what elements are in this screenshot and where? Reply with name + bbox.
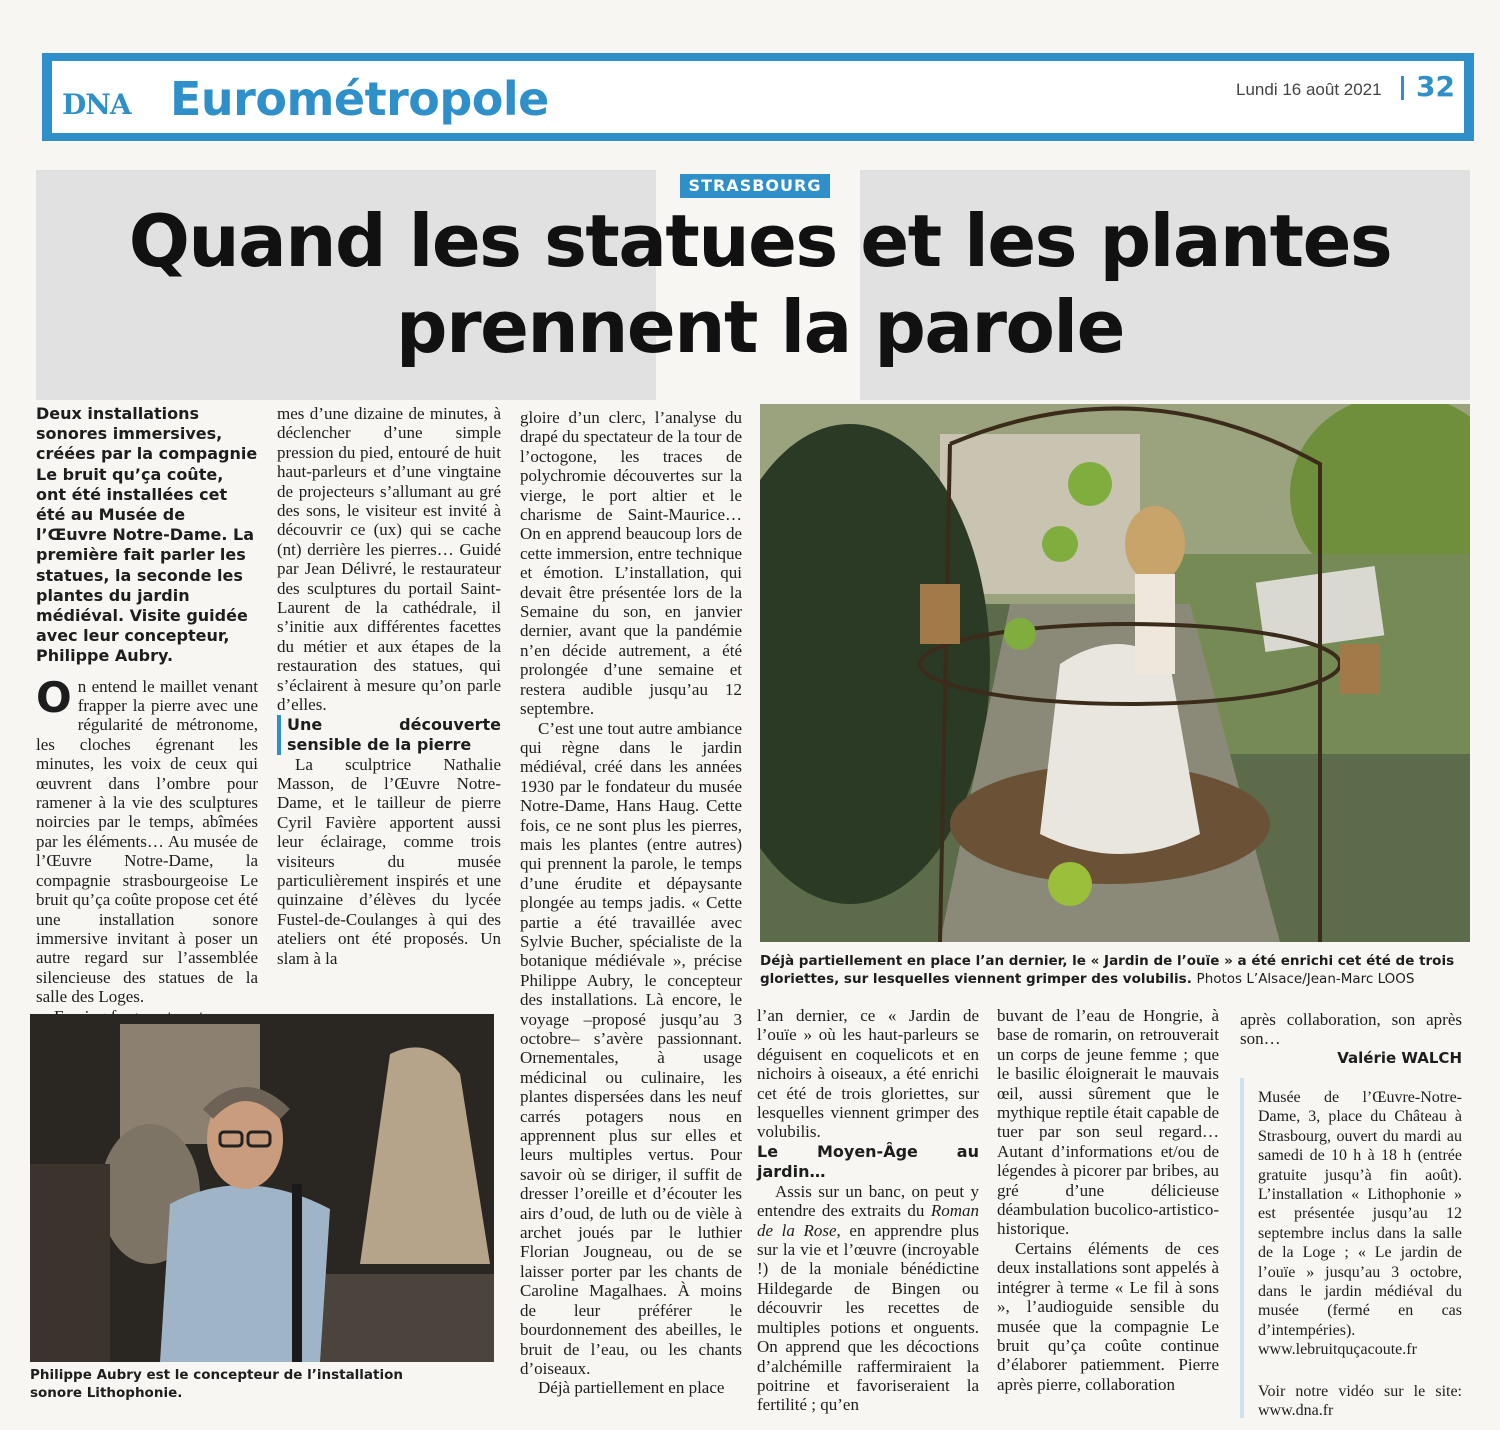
section-title: Eurométropole (170, 72, 549, 126)
roman-de-la-rose-title: Roman de la Rose (757, 1201, 979, 1240)
col3-paragraph-2: C’est une tout autre ambiance qui règne dans le jardin médiéval, créé dans les années 1930 par le fondateur du musée Notre-Dame, Hans Haug. Cette fois, ce ne sont plus les pierres, mais les plantes (entre autres) qui prennent la parole, le temps d’une érudite et dépaysante plongée au temps jadis. « Cette partie a été travaillée avec Sylvie Bucher, spécialiste de la botanique médiévale », précise Philippe Aubry, le concepteur des installations. Là encore, le voyage –proposé jusqu’au 3 octobre– s’avère passionnant. Ornementales, à usage médicinal ou culinaire, les plantes dispersées dans les neuf carrés potagers nous en apprennent plus sur elles et leurs multiples vertus. Pour savoir où se diriger, il suffit de dresser l’oreille et d’écouter les airs d’oud, de luth ou de vièle à archet joués par le luthier Florian Jougneau, ou de se laisser porter par les chants de Caroline Magalhaes. À moins de leur préférer le bourdonnement des abeilles, le bruit de l’eau, ou les chants d’oiseaux. (520, 718, 742, 1378)
col3-paragraph-3: Déjà partiellement en place (538, 1378, 725, 1398)
infobox-video-link: Voir notre vidéo sur le site: www.dna.fr (1258, 1382, 1462, 1420)
photo-credit: Photos L’Alsace/Jean-Marc LOOS (1196, 971, 1415, 987)
portrait-photo (30, 1014, 494, 1362)
subhead-stone: Une découverte sensible de la pierre (277, 715, 501, 755)
col5-paragraph-2: Certains éléments de ces deux installations sont appelés à intégrer à terme « Le fil à sons », l’audioguide sensible du musée que la compagnie Le bruit qu’ça coûte continue d’élaborer patiemment. Pierre après pierre, collaboration (997, 1238, 1219, 1394)
article-column-2 (277, 404, 501, 968)
col4-paragraph-2 (757, 1182, 979, 1415)
kicker-label: STRASBOURG (680, 174, 830, 198)
headline (100, 198, 1420, 370)
dna-logo: DNA (62, 88, 131, 121)
portrait-caption: Philippe Aubry est le concepteur de l’installation sonore Lithophonie. (30, 1367, 404, 1401)
article-column-5 (997, 1006, 1219, 1394)
article-column-4 (757, 1006, 979, 1415)
article-column-6 (1240, 1010, 1462, 1068)
col3-paragraph-1: gloire d’un clerc, l’analyse du drapé du spectateur de la tour de l’octogone, les traces de polychromie découvertes sur la vierge, le port altier et le charisme de Saint-Maurice… On en apprend beaucoup lors de cette immersion, entre technique et émotion. L’installation, qui devait être présentée lors de la Semaine du son, en janvier dernier, avant que la pandémie n’en décide autrement, a été prolongée d’une semaine et restera audible jusqu’au 12 septembre. (520, 408, 742, 719)
author-signature: Valérie WALCH (1337, 1048, 1462, 1067)
col6-paragraph-1: après collaboration, son après son… (1240, 1010, 1462, 1049)
headline-line-2: prennent la parole (396, 285, 1124, 369)
portrait-photo-illustration (30, 1014, 494, 1362)
infobox-paragraph-1: Musée de l’Œuvre-Notre-Dame, 3, place du Château à Strasbourg, ouvert du mardi au samedi de 10 h à 18 h (entrée gratuite jusqu’à fin août). L’installation « Lithophonie » est présentée jusqu’au 12 septembre inclus dans la salle de la Loge ; « Le jardin de l’ouïe » jusqu’au 3 octobre, dans le jardin médiéval du musée (fermé en cas d’intempéries). www.lebruitquçacoute.fr (1258, 1089, 1462, 1359)
article-column-1 (36, 404, 258, 1026)
header-separator (1401, 76, 1404, 100)
col2-paragraph-1: mes d’une dizaine de minutes, à déclencher d’une simple pression du pied, entouré de huit haut-parleurs et d’une vingtaine de projecteurs s’allumant au gré des sons, le visiteur est invité à découvrir ce (ux) qui se cache (nt) derrière les pierres… Guidé par Jean Délivré, le restaurateur des sculptures du portail Saint-Laurent de la cathédrale, il s’initie aux différentes facettes du métier et aux étapes de la restauration des statues, qui s’éclairent à mesure qu’on parle d’elles. (277, 404, 501, 715)
drop-cap: O (36, 672, 72, 722)
col2-paragraph-2: La sculptrice Nathalie Masson, de l’Œuvre Notre-Dame, et le tailleur de pierre Cyril Favière apportent aussi leur éclairage, comme trois visiteurs du musée particulièrement inspirés et une quinzaine d’élèves du lycée Fustel-de-Coulanges à qui des ateliers ont été proposés. Un slam à la (277, 754, 501, 968)
issue-date: Lundi 16 août 2021 (1236, 80, 1382, 99)
garden-photo (760, 404, 1470, 942)
chapo: Deux installations sonores immersives, créées par la compagnie Le bruit qu’ça coûte, ont été installées cet été au Musée de l’Œuvre Notre-Dame. La première fait parler les statues, la seconde les plantes du jardin médiéval. Visite guidée avec leur concepteur, Philippe Aubry. (36, 404, 258, 666)
garden-caption-text: Déjà partiellement en place l’an dernier, le « Jardin de l’ouïe » a été enrichi cet été de trois gloriettes, sur lesquelles viennent grimper des volubilis. (760, 953, 1455, 987)
col5-paragraph-1: buvant de l’eau de Hongrie, à base de romarin, on retrouverait un corps de jeune femme ; que le basilic éloignerait le mauvais œil, aussi sûrement que le mythique reptile était capable de tuer par son seul regard… Autant d’informations et/ou de légendes à picorer par bribes, au gré d’une délicieuse déambulation bucolico-artistico-historique. (997, 1006, 1219, 1239)
article-column-3 (520, 408, 742, 1398)
page-number: 32 (1416, 70, 1455, 103)
col4-paragraph-1: l’an dernier, ce « Jardin de l’ouïe » où les haut-parleurs se déguisent en coquelicots et en nichoirs à oiseaux, a été enrichi cet été de trois gloriettes, sur lesquelles viennent grimper des volubilis. (757, 1006, 979, 1142)
col4-text-b: , en apprendre plus sur la vie et l’œuvre (incroyable !) de la moniale bénédictine Hildegarde de Bingen ou découvrir les recettes de multiples potions et onguents. On apprend que les décoctions d’alchémille raffermiraient la poitrine et favoriseraient la fertilité ; qu’en (757, 1220, 979, 1415)
practical-info-box (1240, 1078, 1468, 1418)
subhead-middle-ages: Le Moyen-Âge au jardin… (757, 1141, 979, 1181)
lead-text: n entend le maillet venant frapper la pierre avec une régularité de métronome, les cloches égrenant les minutes, les voix de ceux qui œuvrent dans l’ombre pour ramener à la vie des sculptures noircies par le temps, abîmées par les éléments… Au musée de l’Œuvre Notre-Dame, la compagnie strasbourgeoise Le bruit qu’ça coûte propose cet été une installation sonore immersive invitant à poser un autre regard sur l’assemblée silencieuse des statues de la salle des Loges. (36, 676, 258, 1007)
lead-paragraph (36, 672, 258, 1007)
col4-text-a: Assis sur un banc, on peut y entendre des extraits du (757, 1181, 979, 1221)
headline-line-1: Quand les statues et les plantes (128, 199, 1392, 283)
garden-photo-illustration (760, 404, 1470, 942)
garden-caption (760, 952, 1472, 988)
